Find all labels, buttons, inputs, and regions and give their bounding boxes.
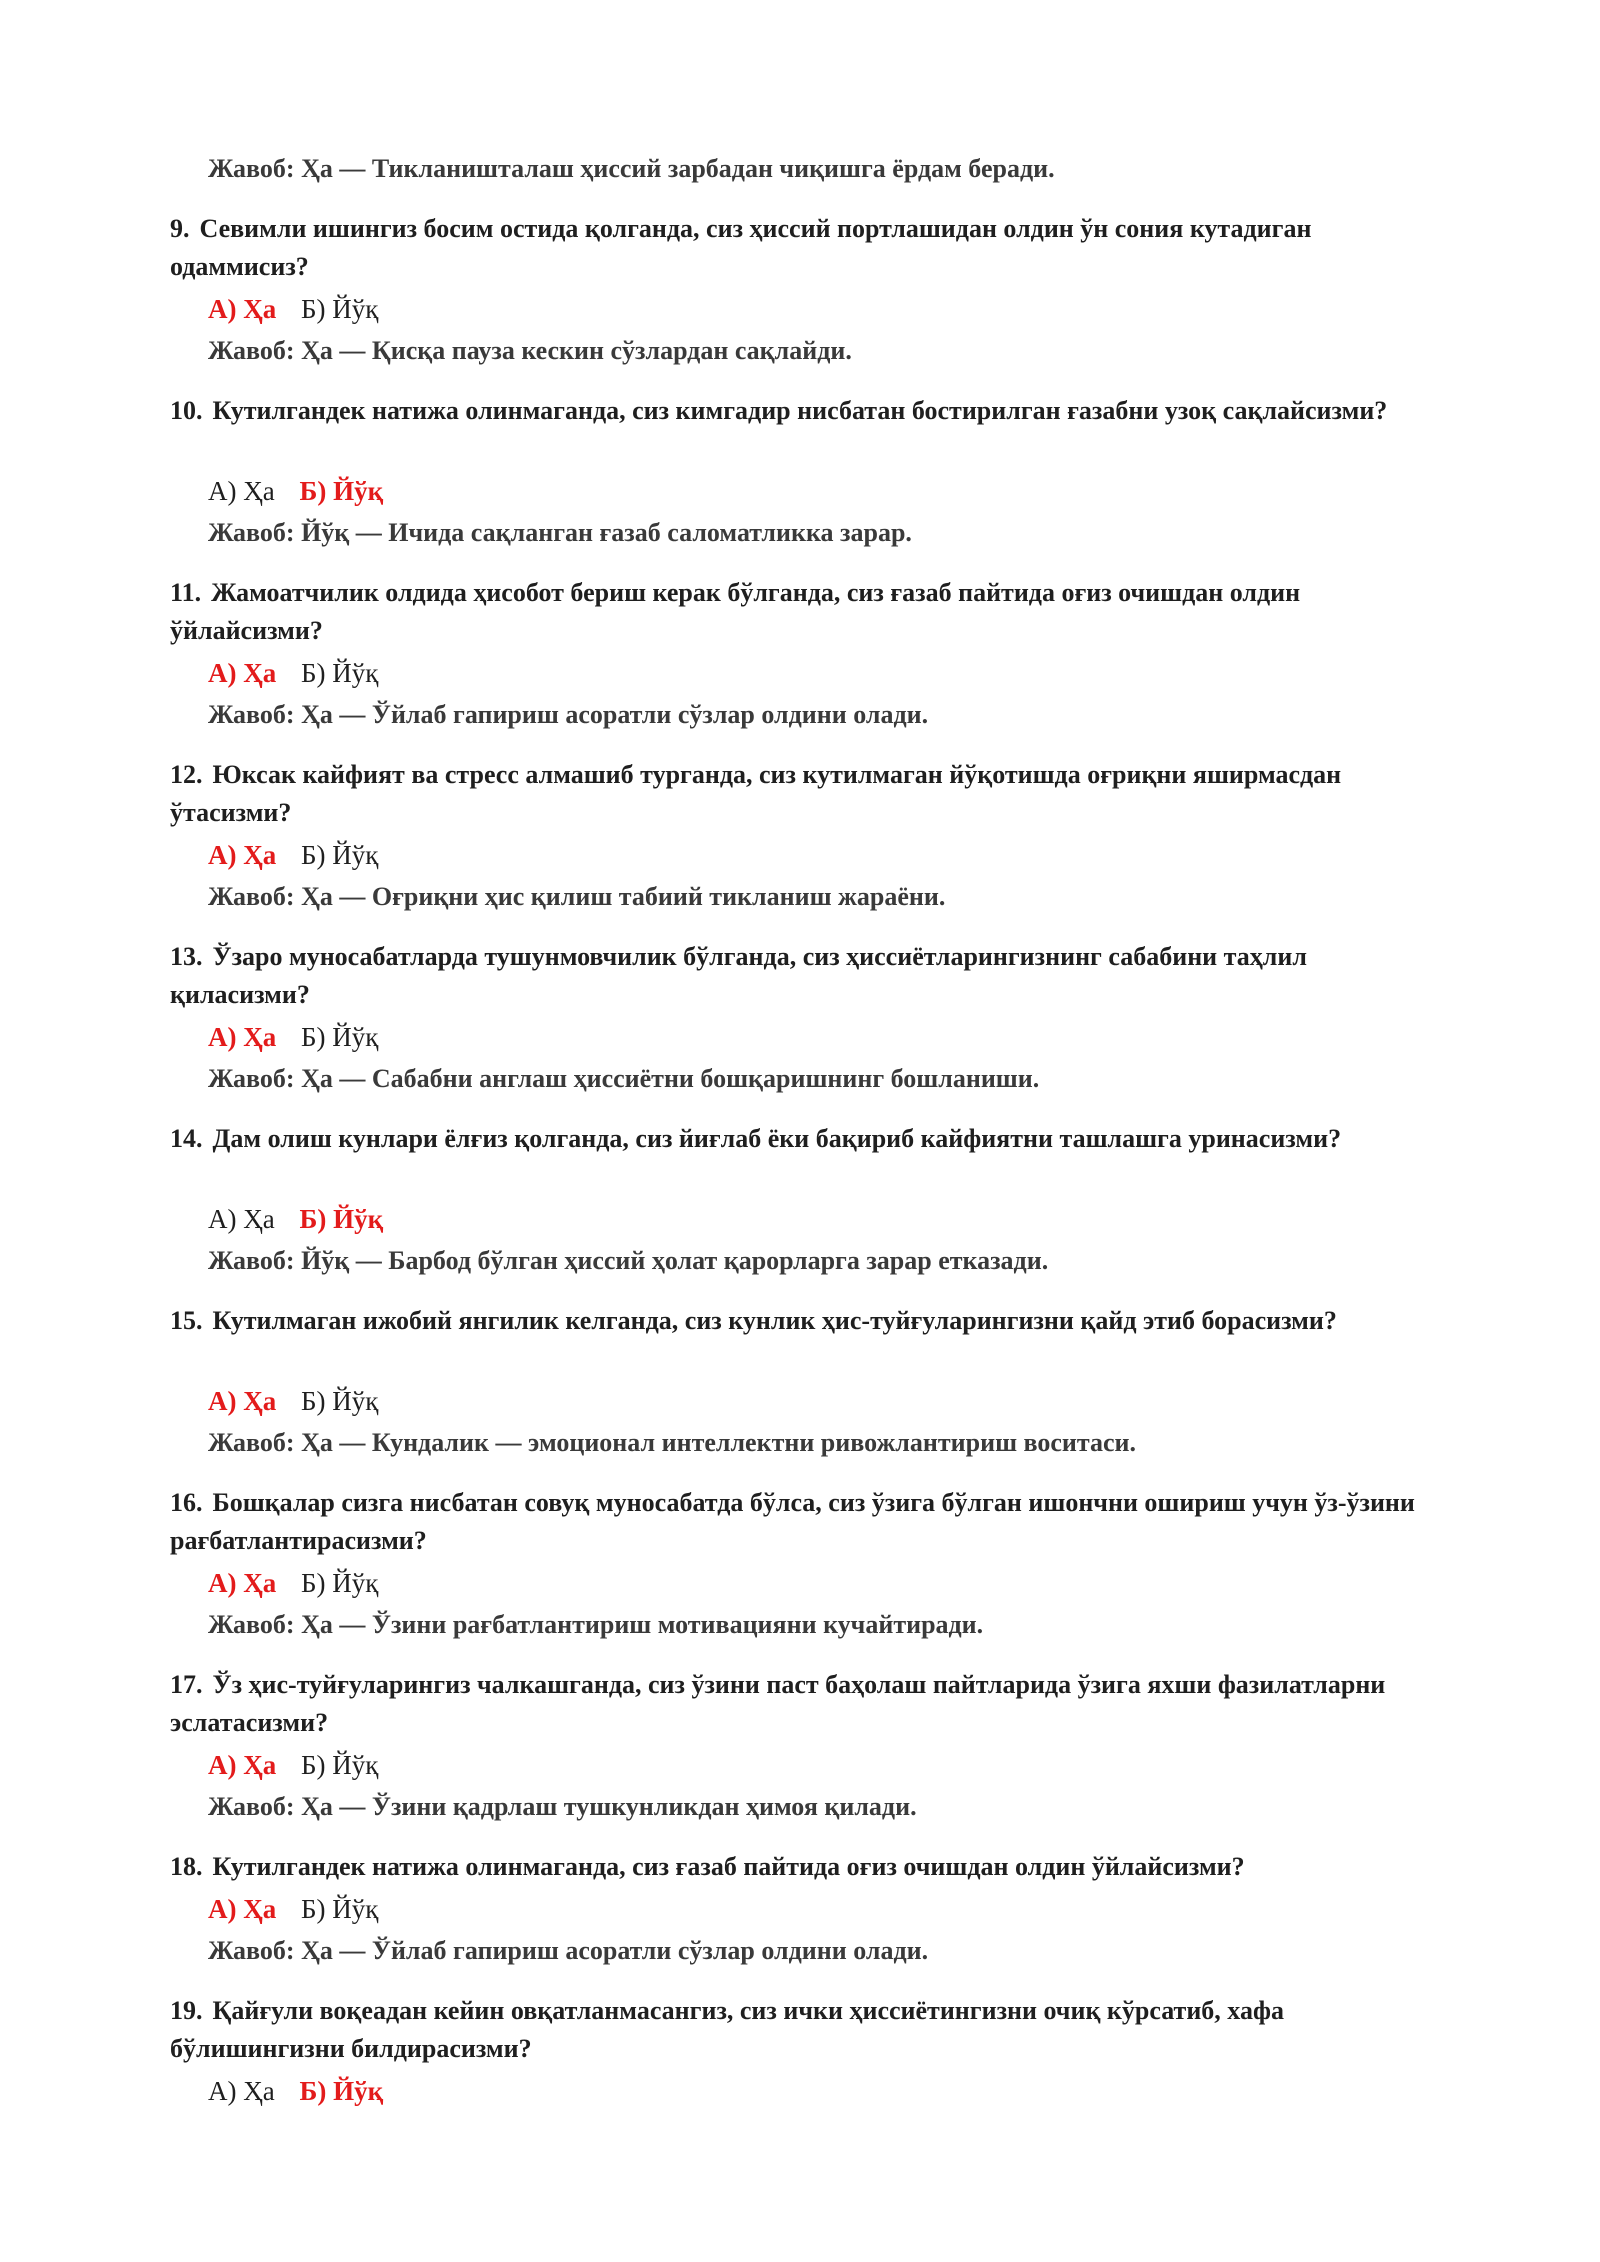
question-text: Ўзаро муносабатларда тушунмовчилик бўлганда, сиз ҳиссиётларингизнинг сабабини таҳлил қиласизми? [170,942,1307,1009]
question-number: 17. [170,1670,203,1699]
question-text: Севимли ишингиз босим остида қолганда, сиз ҳиссий портлашидан олдин ўн сония кутадиган одаммисиз? [170,214,1312,281]
option-a[interactable]: А) Ҳа [208,840,277,870]
options-19 [208,2076,401,2107]
answer-15: Жавоб: Ҳа — Кундалик — эмоционал интеллектни ривожлантириш воситаси. [208,1428,1137,1457]
question-text: Кутилгандек натижа олинмаганда, сиз ғазаб пайтида оғиз очишдан олдин ўйлайсизми? [212,1852,1245,1881]
option-b[interactable]: Б) Йўқ [301,1022,379,1052]
option-a[interactable]: А) Ҳа [208,1894,277,1924]
answer-10: Жавоб: Йўқ — Ичида сақланган ғазаб саломатликка зарар. [208,518,912,547]
option-a[interactable]: А) Ҳа [208,1204,275,1234]
options-14 [208,1204,401,1235]
answer-12: Жавоб: Ҳа — Оғриқни ҳис қилиш табиий тикланиш жараёни. [208,882,946,911]
question-17 [170,1666,1430,1742]
option-a[interactable]: А) Ҳа [208,2076,275,2106]
options-15 [208,1386,396,1417]
answer-9: Жавоб: Ҳа — Қисқа пауза кескин сўзлардан сақлайди. [208,336,852,365]
answer-14: Жавоб: Йўқ — Барбод бўлган ҳиссий ҳолат қарорларга зарар етказади. [208,1246,1049,1275]
question-text: Дам олиш кунлари ёлғиз қолганда, сиз йиғлаб ёки бақириб кайфиятни ташлашга уринасизми? [212,1124,1342,1153]
question-14 [170,1120,1430,1158]
options-9 [208,294,396,325]
question-11 [170,574,1430,650]
options-10 [208,476,401,507]
lead-answer: Жавоб: Ҳа — Тикланишталаш ҳиссий зарбадан чиқишга ёрдам беради. [208,154,1055,183]
question-number: 13. [170,942,203,971]
answer-17: Жавоб: Ҳа — Ўзини қадрлаш тушкунликдан ҳимоя қилади. [208,1792,917,1821]
question-text: Ўз ҳис-туйғуларингиз чалкашганда, сиз ўзини паст баҳолаш пайтларида ўзига яхши фазилатларни эслатасизми? [170,1670,1386,1737]
question-number: 15. [170,1306,203,1335]
option-a[interactable]: А) Ҳа [208,1568,277,1598]
question-text: Жамоатчилик олдида ҳисобот бериш керак бўлганда, сиз ғазаб пайтида оғиз очишдан олдин ўйлайсизми? [170,578,1301,645]
question-13 [170,938,1430,1014]
question-text: Бошқалар сизга нисбатан совуқ муносабатда бўлса, сиз ўзига бўлган ишончни ошириш учун ўз-ўзини рағбатлантирасизми? [170,1488,1415,1555]
option-b[interactable]: Б) Йўқ [299,2076,384,2106]
question-10 [170,392,1430,430]
option-a[interactable]: А) Ҳа [208,1750,277,1780]
question-text: Кутилмаган ижобий янгилик келганда, сиз кунлик ҳис-туйғуларингизни қайд этиб борасизми? [212,1306,1337,1335]
options-18 [208,1894,396,1925]
question-number: 19. [170,1996,203,2025]
option-a[interactable]: А) Ҳа [208,1022,277,1052]
question-number: 18. [170,1852,203,1881]
options-12 [208,840,396,871]
question-15 [170,1302,1430,1340]
option-a[interactable]: А) Ҳа [208,476,275,506]
answer-13: Жавоб: Ҳа — Сабабни англаш ҳиссиётни бошқаришнинг бошланиши. [208,1064,1040,1093]
answer-18: Жавоб: Ҳа — Ўйлаб гапириш асоратли сўзлар олдини олади. [208,1936,929,1965]
question-number: 14. [170,1124,203,1153]
question-number: 16. [170,1488,203,1517]
option-b[interactable]: Б) Йўқ [301,1386,379,1416]
option-b[interactable]: Б) Йўқ [301,1568,379,1598]
question-number: 10. [170,396,203,425]
question-number: 11. [170,578,202,607]
options-16 [208,1568,396,1599]
question-number: 9. [170,214,190,243]
question-18 [170,1848,1430,1886]
option-a[interactable]: А) Ҳа [208,658,277,688]
option-b[interactable]: Б) Йўқ [301,840,379,870]
answer-11: Жавоб: Ҳа — Ўйлаб гапириш асоратли сўзлар олдини олади. [208,700,929,729]
question-number: 12. [170,760,203,789]
option-b[interactable]: Б) Йўқ [301,1894,379,1924]
option-b[interactable]: Б) Йўқ [299,1204,384,1234]
option-b[interactable]: Б) Йўқ [301,1750,379,1780]
option-b[interactable]: Б) Йўқ [301,294,379,324]
option-b[interactable]: Б) Йўқ [299,476,384,506]
option-b[interactable]: Б) Йўқ [301,658,379,688]
question-9 [170,210,1430,286]
question-12 [170,756,1430,832]
option-a[interactable]: А) Ҳа [208,1386,277,1416]
answer-16: Жавоб: Ҳа — Ўзини рағбатлантириш мотивацияни кучайтиради. [208,1610,984,1639]
question-text: Кутилгандек натижа олинмаганда, сиз кимгадир нисбатан бостирилган ғазабни узоқ сақлайсизми? [212,396,1388,425]
options-17 [208,1750,396,1781]
question-text: Қайғули воқеадан кейин овқатланмасангиз, сиз ички ҳиссиётингизни очиқ кўрсатиб, хафа бўлишингизни билдирасизми? [170,1996,1284,2063]
options-13 [208,1022,396,1053]
option-a[interactable]: А) Ҳа [208,294,277,324]
question-text: Юксак кайфият ва стресс алмашиб турганда, сиз кутилмаган йўқотишда оғриқни яширмасдан ўтасизми? [170,760,1342,827]
options-11 [208,658,396,689]
question-19 [170,1992,1430,2068]
question-16 [170,1484,1430,1560]
